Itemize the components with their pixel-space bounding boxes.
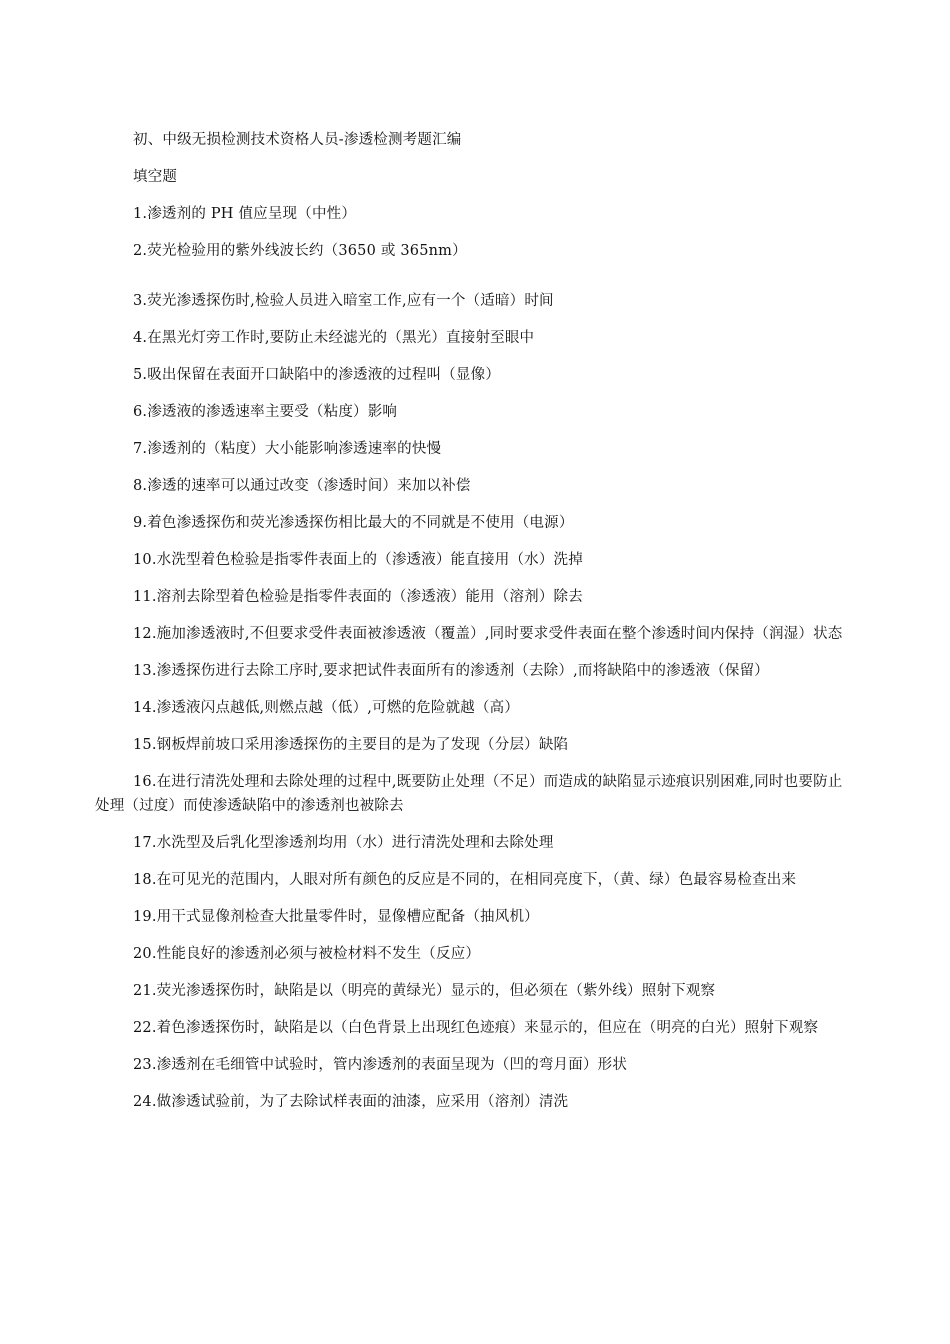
document-title: 初、中级无损检测技术资格人员-渗透检测考题汇编 [133,132,462,148]
question-item: 6.渗透液的渗透速率主要受（粘度）影响 [133,404,398,420]
question-item: 14.渗透液闪点越低,则燃点越（低）,可燃的危险就越（高） [133,700,520,716]
question-item: 9.着色渗透探伤和荧光渗透探伤相比最大的不同就是不使用（电源） [133,515,574,531]
section-heading: 填空题 [133,169,178,185]
question-item: 19.用干式显像剂检查大批量零件时，显像槽应配备（抽风机） [133,909,539,925]
question-item: 17.水洗型及后乳化型渗透剂均用（水）进行清洗处理和去除处理 [133,835,554,851]
question-item: 23.渗透剂在毛细管中试验时，管内渗透剂的表面呈现为（凹的弯月面）形状 [133,1057,628,1073]
question-item: 21.荧光渗透探伤时，缺陷是以（明亮的黄绿光）显示的，但必须在（紫外线）照射下观察 [133,983,716,999]
question-item: 3.荧光渗透探伤时,检验人员进入暗室工作,应有一个（适暗）时间 [133,293,554,309]
question-item: 8.渗透的速率可以通过改变（渗透时间）来加以补偿 [133,478,471,494]
question-item: 10.水洗型着色检验是指零件表面上的（渗透液）能直接用（水）洗掉 [133,552,583,568]
document-body [95,128,857,1127]
question-item: 13.渗透探伤进行去除工序时,要求把试件表面所有的渗透剂（去除）,而将缺陷中的渗透液（保留） [133,663,769,679]
question-item: 16.在进行清洗处理和去除处理的过程中,既要防止处理（不足）而造成的缺陷显示迹痕识别困难,同时也要防止处理（过度）而使渗透缺陷中的渗透剂也被除去 [95,774,843,814]
question-item: 24.做渗透试验前，为了去除试样表面的油漆，应采用（溶剂）清洗 [133,1094,569,1110]
question-item: 1.渗透剂的 PH 值应呈现（中性） [133,206,357,222]
question-item: 5.吸出保留在表面开口缺陷中的渗透液的过程叫（显像） [133,367,501,383]
question-item: 22.着色渗透探伤时，缺陷是以（白色背景上出现红色迹痕）来显示的，但应在（明亮的白光）照射下观察 [133,1020,819,1036]
question-item: 12.施加渗透液时,不但要求受件表面被渗透液（覆盖）,同时要求受件表面在整个渗透时间内保持（润湿）状态 [133,626,843,642]
question-item: 7.渗透剂的（粘度）大小能影响渗透速率的快慢 [133,441,442,457]
question-item: 2.荧光检验用的紫外线波长约（3650 或 365nm） [133,243,467,259]
question-item: 11.溶剂去除型着色检验是指零件表面的（渗透液）能用（溶剂）除去 [133,589,583,605]
question-item: 15.钢板焊前坡口采用渗透探伤的主要目的是为了发现（分层）缺陷 [133,737,569,753]
question-item: 20.性能良好的渗透剂必须与被检材料不发生（反应） [133,946,481,962]
question-item: 18.在可见光的范围内，人眼对所有颜色的反应是不同的，在相同亮度下，（黄、绿）色最容易检查出来 [133,872,797,888]
question-item: 4.在黑光灯旁工作时,要防止未经滤光的（黑光）直接射至眼中 [133,330,535,346]
